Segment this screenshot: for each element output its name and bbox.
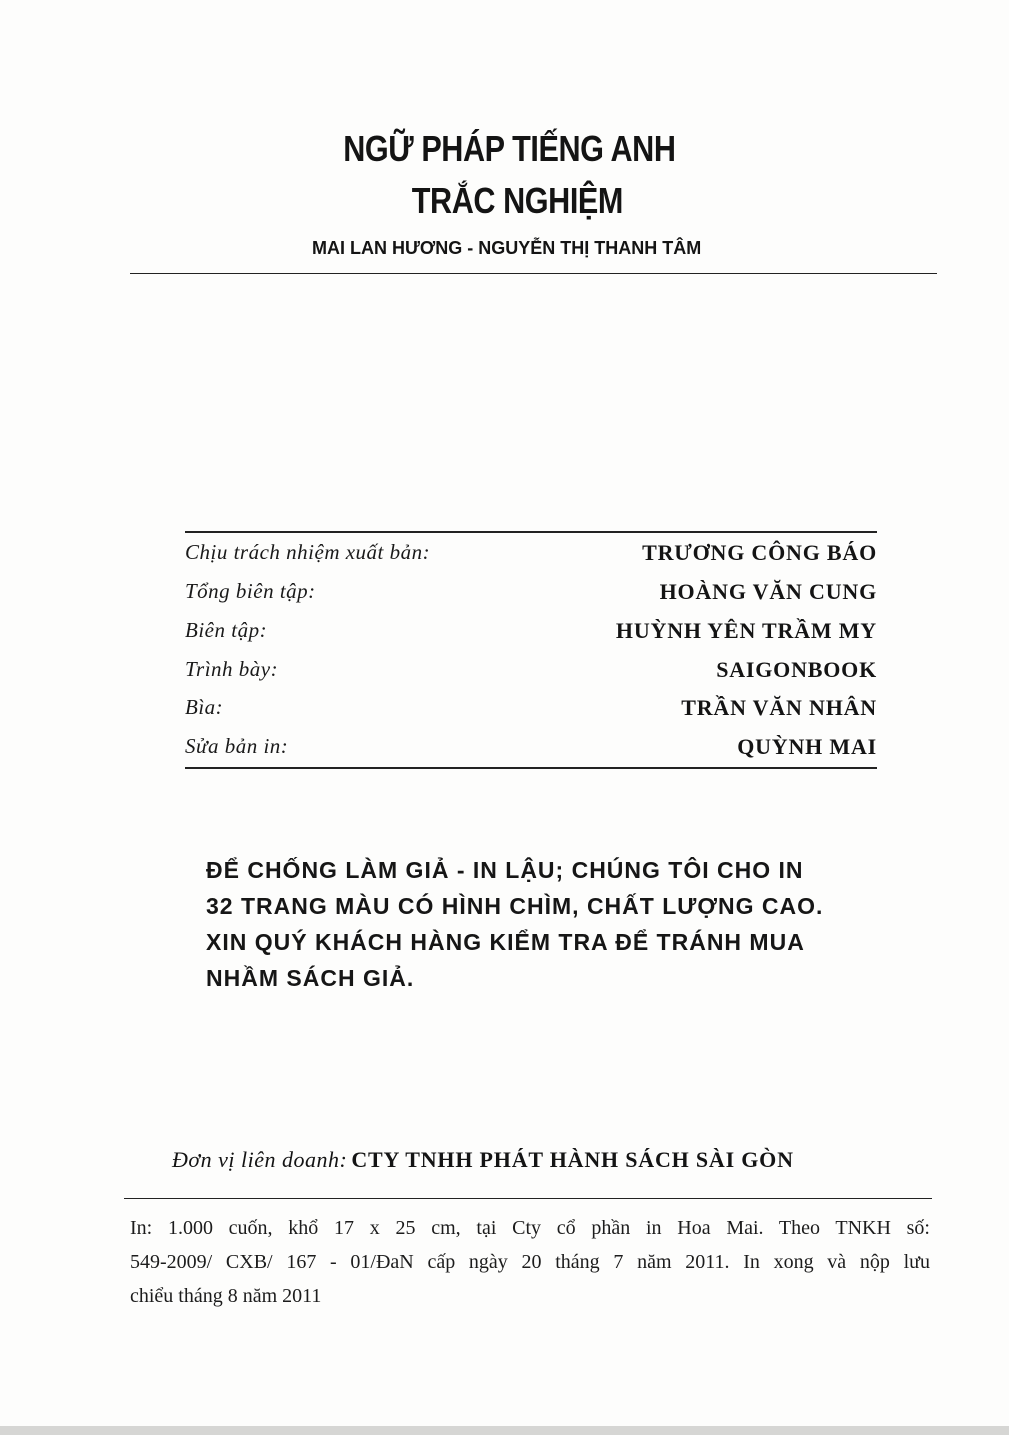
credit-value: TRƯƠNG CÔNG BÁO xyxy=(642,540,877,565)
notice-line: ĐỂ CHỐNG LÀM GIẢ - IN LẬU; CHÚNG TÔI CHO IN xyxy=(206,857,804,883)
credits-top-rule xyxy=(185,531,877,533)
credit-row-publisher-responsible xyxy=(185,540,877,570)
credit-label: Bìa: xyxy=(185,695,224,719)
notice-line: 32 TRANG MÀU CÓ HÌNH CHÌM, CHẤT LƯỢNG CAO. xyxy=(206,893,824,919)
credit-row-layout xyxy=(185,657,877,687)
page-bottom-edge xyxy=(0,1426,1009,1435)
credit-value: QUỲNH MAI xyxy=(737,734,877,759)
joint-venture-value: CTY TNHH PHÁT HÀNH SÁCH SÀI GÒN xyxy=(351,1147,794,1172)
print-imprint xyxy=(130,1211,930,1313)
notice-line: XIN QUÝ KHÁCH HÀNG KIỂM TRA ĐỂ TRÁNH MUA xyxy=(206,929,805,955)
joint-venture-label: Đơn vị liên doanh: xyxy=(172,1147,348,1172)
anti-counterfeit-notice xyxy=(206,852,866,996)
title-divider xyxy=(130,273,937,274)
book-authors: MAI LAN HƯƠNG - NGUYỄN THỊ THANH TÂM xyxy=(312,238,702,258)
credit-label: Trình bày: xyxy=(185,657,279,681)
credit-value: HUỲNH YÊN TRẦM MY xyxy=(615,618,877,643)
credit-label: Sửa bản in: xyxy=(185,734,289,758)
credit-value: HOÀNG VĂN CUNG xyxy=(659,579,877,604)
imprint-line: In: 1.000 cuốn, khổ 17 x 25 cm, tại Cty cổ phần in Hoa Mai. Theo TNKH số: xyxy=(130,1217,930,1239)
credit-label: Chịu trách nhiệm xuất bản: xyxy=(185,540,431,564)
credit-row-editor xyxy=(185,618,877,648)
joint-venture-line xyxy=(172,1147,794,1173)
credit-value: SAIGONBOOK xyxy=(716,657,877,682)
credit-value: TRẦN VĂN NHÂN xyxy=(681,695,877,720)
book-title-line-2: TRẮC NGHIỆM xyxy=(411,180,623,221)
book-title-line-1: NGỮ PHÁP TIẾNG ANH xyxy=(343,128,676,169)
credit-row-cover xyxy=(185,695,877,725)
imprint-line: 549-2009/ CXB/ 167 - 01/ĐaN cấp ngày 20 tháng 7 năm 2011. In xong và nộp lưu xyxy=(130,1251,930,1273)
credit-label: Biên tập: xyxy=(185,618,268,642)
credit-row-editor-in-chief xyxy=(185,579,877,609)
credits-bottom-rule xyxy=(185,767,877,769)
credit-label: Tổng biên tập: xyxy=(185,579,316,603)
credit-row-proofreading xyxy=(185,734,877,764)
notice-line: NHẦM SÁCH GIẢ. xyxy=(206,965,415,991)
imprint-divider xyxy=(124,1198,932,1199)
imprint-line: chiểu tháng 8 năm 2011 xyxy=(130,1285,322,1307)
